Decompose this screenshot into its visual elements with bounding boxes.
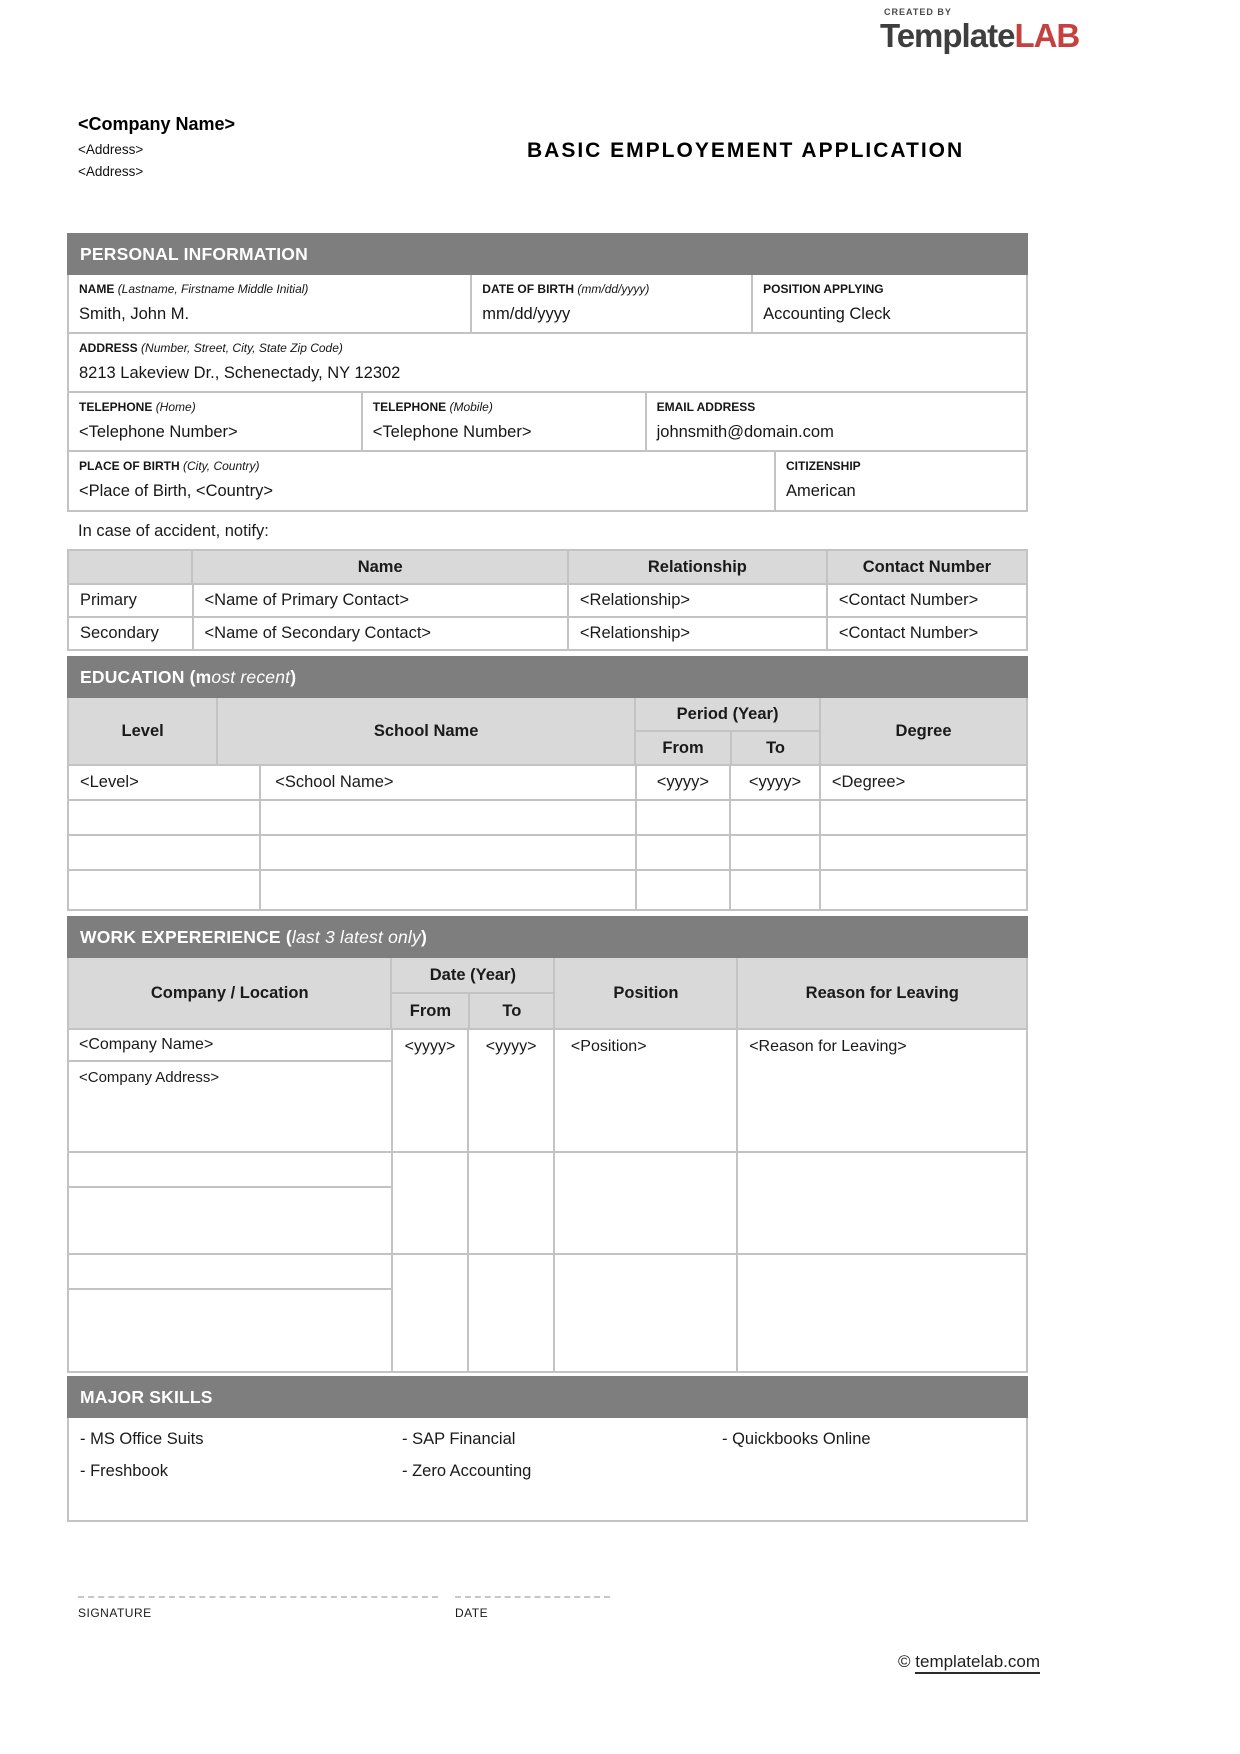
work-to-value[interactable]: <yyyy>	[467, 1030, 553, 1151]
primary-contact-number[interactable]: <Contact Number>	[826, 585, 1026, 616]
position-applying-value[interactable]: Accounting Cleck	[763, 305, 891, 323]
secondary-contact-number[interactable]: <Contact Number>	[826, 618, 1026, 649]
work-company-location-cell	[69, 1030, 391, 1151]
templatelab-link[interactable]: templatelab.com	[915, 1652, 1040, 1674]
templatelab-logo	[880, 8, 1079, 52]
emergency-header-relationship: Relationship	[567, 551, 826, 583]
education-header-from: From	[636, 732, 730, 764]
education-level-value[interactable]	[69, 871, 259, 909]
primary-contact-relationship[interactable]: <Relationship>	[567, 585, 826, 616]
education-to-value[interactable]	[729, 801, 819, 834]
work-company-name-value[interactable]	[69, 1255, 391, 1288]
emergency-header-name: Name	[191, 551, 566, 583]
work-position-value[interactable]	[553, 1255, 736, 1371]
education-school-value[interactable]	[259, 801, 634, 834]
education-row-2	[69, 799, 1026, 834]
section-header-education: EDUCATION (most recent)	[67, 656, 1028, 698]
work-header-from-to	[392, 992, 553, 1028]
work-header-date-group	[390, 958, 553, 1028]
company-name-placeholder[interactable]: <Company Name>	[78, 114, 236, 134]
email-address-field[interactable]	[645, 393, 1026, 450]
place-of-birth-field[interactable]	[69, 452, 774, 510]
telephone-home-field[interactable]	[69, 393, 361, 450]
logo-brand	[880, 19, 1079, 52]
education-from-value[interactable]: <yyyy>	[635, 766, 730, 799]
education-header-level: Level	[69, 698, 216, 764]
signature-field[interactable]	[78, 1588, 438, 1620]
work-company-name-value[interactable]: <Company Name>	[79, 1036, 214, 1053]
work-company-address-value[interactable]	[69, 1186, 391, 1253]
accident-notify-text: In case of accident, notify:	[78, 522, 269, 540]
company-address-line2[interactable]: <Address>	[78, 164, 144, 179]
education-level-value[interactable]: <Level>	[69, 766, 259, 799]
work-header-position: Position	[553, 958, 736, 1028]
skill-item: - MS Office Suits	[80, 1430, 204, 1448]
work-header-reason: Reason for Leaving	[736, 958, 1026, 1028]
place-of-birth-value[interactable]: <Place of Birth, <Country>	[79, 482, 273, 500]
education-school-value[interactable]	[259, 871, 634, 909]
education-row-4	[69, 869, 1026, 909]
work-reason-value[interactable]	[736, 1153, 1026, 1253]
skill-item: - Freshbook	[80, 1462, 169, 1480]
major-skills-box[interactable]	[67, 1418, 1028, 1522]
work-company-location-cell	[69, 1153, 391, 1253]
education-from-value[interactable]	[635, 871, 730, 909]
secondary-contact-type: Secondary	[69, 618, 192, 649]
company-address-line1[interactable]: <Address>	[78, 142, 144, 157]
telephone-mobile-field[interactable]	[361, 393, 645, 450]
emergency-contact-table	[67, 549, 1028, 651]
primary-contact-type: Primary	[69, 585, 192, 616]
section-header-work-experience: WORK EXPERERIENCE (last 3 latest only)	[67, 916, 1028, 958]
signature-label: SIGNATURE	[78, 1606, 152, 1620]
education-from-value[interactable]	[635, 801, 730, 834]
name-field[interactable]	[69, 275, 470, 332]
emergency-header-blank	[69, 551, 191, 583]
skill-item: - Quickbooks Online	[722, 1430, 871, 1448]
skill-item: - Zero Accounting	[402, 1462, 532, 1480]
application-form	[67, 233, 1028, 1522]
work-header-date: Date (Year)	[392, 958, 553, 992]
skill-item: - SAP Financial	[402, 1430, 516, 1448]
work-company-address-value[interactable]: <Company Address>	[69, 1060, 391, 1151]
copyright-symbol: ©	[898, 1652, 911, 1671]
signature-area	[78, 1588, 627, 1620]
work-header-company: Company / Location	[69, 958, 390, 1028]
work-reason-value[interactable]	[736, 1255, 1026, 1371]
company-letterhead	[78, 114, 235, 179]
education-from-value[interactable]	[635, 836, 730, 869]
email-address-value[interactable]: johnsmith@domain.com	[656, 423, 834, 441]
address-value[interactable]: 8213 Lakeview Dr., Schenectady, NY 12302	[79, 364, 401, 382]
work-header-from: From	[392, 994, 468, 1028]
section-header-personal-information: PERSONAL INFORMATION	[67, 233, 1028, 275]
education-degree-value[interactable]	[819, 801, 1026, 834]
education-degree-value[interactable]	[819, 871, 1026, 909]
major-skills-list	[80, 1430, 1026, 1481]
education-row-3	[69, 834, 1026, 869]
work-header-to: To	[468, 994, 553, 1028]
date-of-birth-field[interactable]	[470, 275, 751, 332]
education-level-value[interactable]	[69, 801, 259, 834]
education-degree-value[interactable]	[819, 836, 1026, 869]
position-applying-label: POSITION APPLYING	[763, 282, 884, 296]
education-to-value[interactable]	[729, 871, 819, 909]
date-of-birth-value[interactable]: mm/dd/yyyy	[482, 305, 571, 323]
logo-brand-template: Template	[880, 17, 1015, 54]
signature-line[interactable]	[78, 1588, 438, 1598]
work-row-1	[69, 1028, 1026, 1151]
education-header-row	[69, 698, 1026, 764]
place-of-birth-label: PLACE OF BIRTH (City, Country)	[79, 459, 260, 473]
education-header-period: Period (Year)	[636, 698, 819, 730]
footer-copyright	[898, 1652, 1040, 1672]
work-header-row	[69, 958, 1026, 1028]
section-header-major-skills: MAJOR SKILLS	[67, 1376, 1028, 1418]
date-of-birth-label: DATE OF BIRTH (mm/dd/yyyy)	[482, 282, 650, 296]
citizenship-field[interactable]	[774, 452, 1026, 510]
secondary-contact-name[interactable]: <Name of Secondary Contact>	[192, 618, 567, 649]
telephone-mobile-hint: (Mobile)	[449, 400, 493, 414]
date-line[interactable]	[455, 1588, 610, 1598]
personal-row-birthplace-citizenship	[69, 450, 1026, 510]
work-reason-value[interactable]: <Reason for Leaving>	[736, 1030, 1026, 1151]
work-from-value[interactable]	[391, 1153, 468, 1253]
education-table	[67, 698, 1028, 911]
work-position-value[interactable]	[553, 1153, 736, 1253]
position-applying-field[interactable]	[751, 275, 1026, 332]
logo-created-by: CREATED BY	[884, 7, 952, 17]
work-from-value[interactable]	[391, 1255, 468, 1371]
education-school-value[interactable]: <School Name>	[259, 766, 634, 799]
education-level-value[interactable]	[69, 836, 259, 869]
citizenship-value[interactable]: American	[786, 482, 856, 500]
telephone-home-label: TELEPHONE (Home)	[79, 400, 196, 414]
telephone-mobile-value[interactable]: <Telephone Number>	[372, 423, 532, 441]
education-header-to: To	[730, 732, 819, 764]
personal-information-table	[67, 275, 1028, 512]
education-header-from-to	[636, 730, 819, 764]
work-row-3	[69, 1253, 1026, 1371]
date-field[interactable]	[455, 1588, 610, 1620]
date-of-birth-hint: (mm/dd/yyyy)	[577, 282, 650, 296]
emergency-row-primary	[69, 583, 1026, 616]
telephone-home-hint: (Home)	[155, 400, 196, 414]
primary-contact-name[interactable]: <Name of Primary Contact>	[192, 585, 567, 616]
work-company-location-cell	[69, 1255, 391, 1371]
email-address-label: EMAIL ADDRESS	[656, 400, 756, 414]
work-experience-table	[67, 958, 1028, 1373]
education-header-school: School Name	[216, 698, 634, 764]
personal-row-phones-email	[69, 391, 1026, 450]
education-header-degree: Degree	[819, 698, 1026, 764]
date-label: DATE	[455, 1606, 489, 1620]
work-from-value[interactable]: <yyyy>	[391, 1030, 468, 1151]
emergency-header-contact: Contact Number	[826, 551, 1026, 583]
logo-brand-lab: LAB	[1014, 17, 1080, 54]
education-header-period-group	[634, 698, 819, 764]
work-position-value[interactable]: <Position>	[553, 1030, 736, 1151]
place-of-birth-hint: (City, Country)	[183, 459, 260, 473]
education-school-value[interactable]	[259, 836, 634, 869]
name-hint: (Lastname, Firstname Middle Initial)	[117, 282, 309, 296]
address-field[interactable]	[69, 334, 1026, 391]
skill-item	[722, 1462, 1017, 1481]
work-company-address-value[interactable]	[69, 1288, 391, 1371]
address-label: ADDRESS (Number, Street, City, State Zip Code)	[79, 341, 343, 355]
emergency-row-secondary	[69, 616, 1026, 649]
education-to-value[interactable]: <yyyy>	[729, 766, 819, 799]
name-value[interactable]: Smith, John M.	[79, 305, 190, 323]
work-row-2	[69, 1151, 1026, 1253]
telephone-mobile-label: TELEPHONE (Mobile)	[372, 400, 493, 414]
citizenship-label: CITIZENSHIP	[786, 459, 861, 473]
personal-row-address	[69, 332, 1026, 391]
education-row-1	[69, 764, 1026, 799]
name-label: NAME (Lastname, Firstname Middle Initial)	[79, 282, 309, 296]
telephone-home-value[interactable]: <Telephone Number>	[79, 423, 238, 441]
form-title: BASIC EMPLOYEMENT APPLICATION	[527, 139, 965, 162]
education-degree-value[interactable]: <Degree>	[819, 766, 1026, 799]
work-to-value[interactable]	[467, 1153, 553, 1253]
address-hint: (Number, Street, City, State Zip Code)	[141, 341, 343, 355]
secondary-contact-relationship[interactable]: <Relationship>	[567, 618, 826, 649]
education-to-value[interactable]	[729, 836, 819, 869]
emergency-header-row	[69, 551, 1026, 583]
work-to-value[interactable]	[467, 1255, 553, 1371]
work-company-name-value[interactable]	[69, 1153, 391, 1186]
personal-row-name-dob-position	[69, 275, 1026, 332]
